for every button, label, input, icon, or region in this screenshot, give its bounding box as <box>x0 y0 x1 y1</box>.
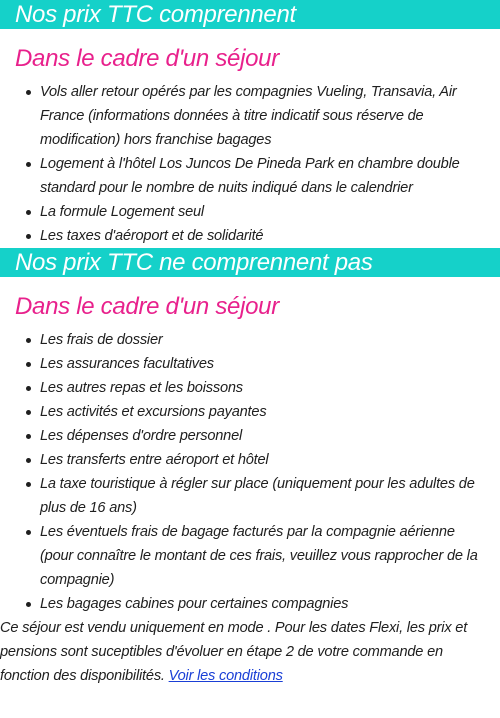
list-item: La taxe touristique à régler sur place (uniquement pour les adultes de plus de 16 ans) <box>40 472 500 520</box>
conditions-link[interactable]: Voir les conditions <box>168 668 283 684</box>
list-item: Les taxes d'aéroport et de solidarité <box>40 224 500 248</box>
included-list <box>0 80 500 248</box>
list-item: Les éventuels frais de bagage facturés par la compagnie aérienne (pour connaître le montant de ces frais, veuillez vous rapprocher de la compagnie) <box>40 520 500 592</box>
footer-text: Ce séjour est vendu uniquement en mode . Pour les dates Flexi, les prix et pensions sont suceptibles d'évoluer en étape 2 de votre commande en fonction des disponibilités. <box>0 620 468 684</box>
list-item: Les transferts entre aéroport et hôtel <box>40 448 500 472</box>
excluded-section <box>0 248 500 616</box>
included-subheading: Dans le cadre d'un séjour <box>15 45 279 72</box>
list-item: Les dépenses d'ordre personnel <box>40 424 500 448</box>
list-item: Les assurances facultatives <box>40 352 500 376</box>
list-item: Les frais de dossier <box>40 328 500 352</box>
list-item: Vols aller retour opérés par les compagnies Vueling, Transavia, Air France (informations données à titre indicatif sous réserve de modification) hors franchise bagages <box>40 80 500 152</box>
excluded-heading: Nos prix TTC ne comprennent pas <box>0 248 500 277</box>
footer-note <box>0 616 500 688</box>
included-section <box>0 0 500 248</box>
excluded-list <box>0 328 500 616</box>
list-item: Logement à l'hôtel Los Juncos De Pineda Park en chambre double standard pour le nombre de nuits indiqué dans le calendrier <box>40 152 500 200</box>
list-item: La formule Logement seul <box>40 200 500 224</box>
list-item: Les autres repas et les boissons <box>40 376 500 400</box>
list-item: Les activités et excursions payantes <box>40 400 500 424</box>
excluded-subheading: Dans le cadre d'un séjour <box>15 293 279 320</box>
list-item: Les bagages cabines pour certaines compagnies <box>40 592 500 616</box>
included-heading: Nos prix TTC comprennent <box>0 0 500 29</box>
